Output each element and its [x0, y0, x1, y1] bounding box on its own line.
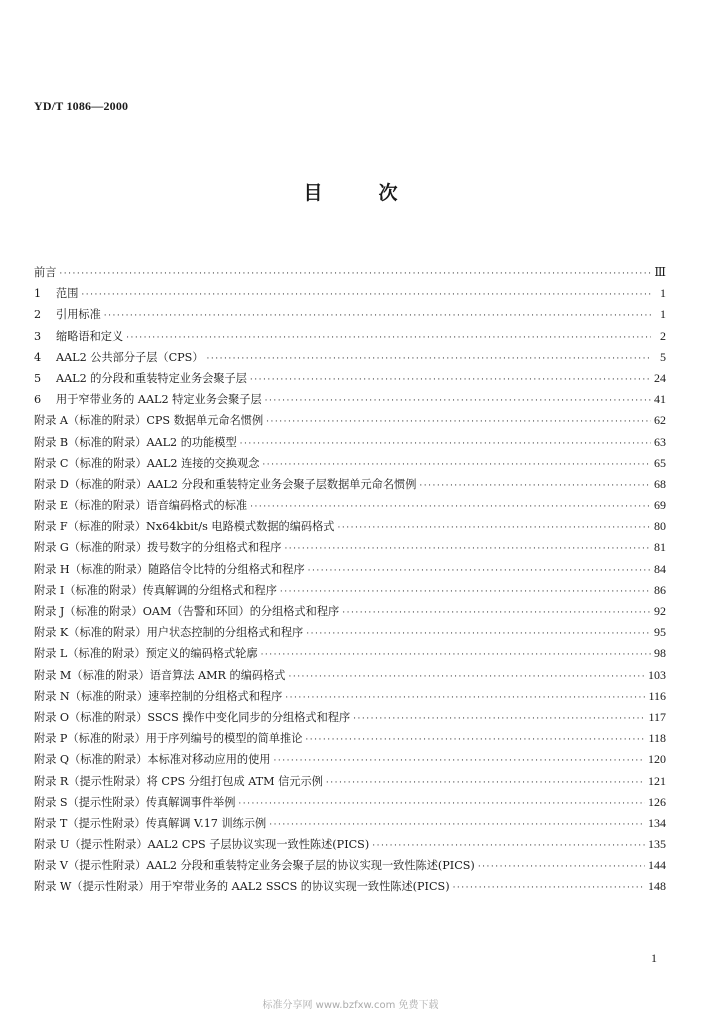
toc-entry-page: 86	[654, 582, 666, 597]
toc-entry-title: 附录 T（提示性附录）传真解调 V.17 训练示例	[34, 816, 267, 830]
toc-entry-label	[34, 410, 263, 431]
toc-entry[interactable]	[34, 516, 666, 537]
toc-entry[interactable]	[34, 410, 666, 431]
toc-entry-label	[34, 665, 285, 686]
toc-entry[interactable]	[34, 389, 666, 410]
toc-entry-label	[34, 876, 450, 897]
toc-entry-label	[34, 347, 204, 368]
toc-entry-label	[34, 601, 339, 622]
toc-dot-leader	[288, 667, 645, 688]
toc-entry[interactable]	[34, 643, 666, 664]
toc-entry-page: 68	[654, 476, 666, 491]
toc-entry-title: 附录 M（标准的附录）语音算法 AMR 的编码格式	[34, 668, 286, 682]
toc-entry[interactable]	[34, 686, 666, 707]
toc-dot-leader	[59, 264, 651, 285]
toc-entry-label	[34, 686, 282, 707]
toc-entry-page: 65	[654, 455, 666, 470]
toc-entry-page: 2	[660, 328, 666, 343]
toc-entry-page: 135	[648, 837, 666, 852]
toc-entry-number: 1	[34, 287, 42, 301]
toc-entry[interactable]	[34, 728, 666, 749]
toc-dot-leader	[419, 476, 651, 497]
toc-entry-label	[34, 326, 123, 347]
toc-entry[interactable]	[34, 665, 666, 686]
toc-entry-title: 附录 G（标准的附录）拨号数字的分组格式和程序	[34, 541, 282, 555]
toc-entry-title: 附录 A（标准的附录）CPS 数据单元命名惯例	[34, 414, 264, 428]
watermark-text: 标准分享网 www.bzfxw.com 免费下载	[262, 1000, 439, 1011]
toc-entry-page: 41	[654, 392, 666, 407]
toc-title	[0, 178, 701, 205]
toc-entry-page: 63	[654, 434, 666, 449]
toc-entry-page: 5	[660, 349, 666, 364]
toc-entry[interactable]	[34, 813, 666, 834]
toc-entry-title: 附录 V（提示性附录）AAL2 分段和重装特定业务会聚子层的协议实现一致性陈述(PICS)	[34, 859, 475, 873]
toc-entry-label	[34, 580, 277, 601]
toc-entry-label	[34, 749, 270, 770]
toc-dot-leader	[207, 349, 651, 370]
toc-entry[interactable]	[34, 537, 666, 558]
toc-entry-title: 用于窄带业务的 AAL2 特定业务会聚子层	[56, 393, 262, 407]
toc-entry-page: 126	[648, 794, 666, 809]
toc-entry-title: 附录 Q（标准的附录）本标准对移动应用的使用	[34, 753, 271, 767]
page-number: 1	[651, 951, 657, 965]
toc-dot-leader	[250, 497, 651, 518]
toc-entry-title: 附录 L（标准的附录）预定义的编码格式轮廓	[34, 647, 258, 661]
toc-entry-page: 1	[660, 307, 666, 322]
toc-entry-title: 附录 S（提示性附录）传真解调事件举例	[34, 795, 236, 809]
toc-entry-number: 4	[34, 350, 42, 364]
toc-entry-title: 附录 R（提示性附录）将 CPS 分组打包成 ATM 信元示例	[34, 774, 323, 788]
toc-entry-number: 6	[34, 393, 42, 407]
toc-entry-page: 1	[660, 286, 666, 301]
toc-entry-title: AAL2 公共部分子层（CPS）	[56, 350, 204, 364]
toc-entry-title: 附录 O（标准的附录）SSCS 操作中变化同步的分组格式和程序	[34, 710, 351, 724]
toc-dot-leader	[453, 878, 645, 899]
toc-entry-title: 附录 U（提示性附录）AAL2 CPS 子层协议实现一致性陈述(PICS)	[34, 838, 370, 852]
toc-entry[interactable]	[34, 368, 666, 389]
toc-entry-title: 附录 P（标准的附录）用于序列编号的模型的简单推论	[34, 732, 303, 746]
toc-entry[interactable]	[34, 474, 666, 495]
toc-entry-title: 范围	[56, 287, 79, 301]
toc-dot-leader	[308, 561, 651, 582]
toc-entry-label	[34, 622, 303, 643]
toc-entry-label	[34, 855, 475, 876]
toc-entry-label	[34, 262, 56, 283]
toc-entry[interactable]	[34, 580, 666, 601]
toc-entry-page: 148	[648, 879, 666, 894]
toc-dot-leader	[238, 794, 645, 815]
toc-entry[interactable]	[34, 453, 666, 474]
toc-entry-page: 95	[654, 625, 666, 640]
document-code: YD/T 1086—2000	[34, 99, 129, 113]
toc-dot-leader	[104, 306, 651, 327]
toc-entry-page: 69	[654, 498, 666, 513]
toc-dot-leader	[266, 412, 651, 433]
toc-dot-leader	[306, 624, 651, 645]
toc-entry-page: 80	[654, 519, 666, 534]
toc-entry[interactable]	[34, 559, 666, 580]
toc-entry-page: 81	[654, 540, 666, 555]
toc-entry[interactable]	[34, 347, 666, 368]
toc-entry-label	[34, 537, 281, 558]
toc-dot-leader	[372, 836, 645, 857]
toc-entry-title: 附录 D（标准的附录）AAL2 分段和重装特定业务会聚子层数据单元命名惯例	[34, 477, 417, 491]
toc-entry[interactable]	[34, 262, 666, 283]
toc-entry[interactable]	[34, 495, 666, 516]
toc-entry-label	[34, 453, 259, 474]
toc-entry-title: 附录 N（标准的附录）速率控制的分组格式和程序	[34, 689, 283, 703]
toc-title-char-2: 次	[378, 182, 398, 204]
toc-dot-leader	[269, 815, 645, 836]
toc-entry-label	[34, 432, 237, 453]
toc-entry[interactable]	[34, 855, 666, 876]
toc-entry[interactable]	[34, 601, 666, 622]
toc-dot-leader	[273, 751, 645, 772]
toc-entry-number: 5	[34, 371, 42, 385]
toc-entry[interactable]	[34, 432, 666, 453]
toc-entry-label	[34, 559, 305, 580]
toc-entry-label	[34, 495, 247, 516]
toc-title-char-1: 目	[303, 182, 323, 204]
toc-entry-page: 120	[648, 752, 666, 767]
toc-dot-leader	[305, 730, 645, 751]
toc-entry-title: 附录 E（标准的附录）语音编码格式的标准	[34, 499, 248, 513]
toc-dot-leader	[342, 603, 651, 624]
toc-entry-page: 144	[648, 858, 666, 873]
toc-entry-title: 附录 W（提示性附录）用于窄带业务的 AAL2 SSCS 的协议实现一致性陈述(PICS)	[34, 880, 450, 894]
toc-entry[interactable]	[34, 304, 666, 325]
toc-entry-page: 98	[654, 646, 666, 661]
toc-entry-title: 前言	[34, 266, 57, 279]
toc-dot-leader	[284, 539, 651, 560]
toc-dot-leader	[326, 773, 645, 794]
toc-entry-label	[34, 792, 235, 813]
toc-entry-label	[34, 771, 323, 792]
toc-entry-title: 引用标准	[56, 308, 101, 322]
toc-entry[interactable]	[34, 283, 666, 304]
toc-dot-leader	[285, 688, 645, 709]
toc-dot-leader	[240, 434, 651, 455]
toc-entry[interactable]	[34, 749, 666, 770]
toc-entry-label	[34, 516, 335, 537]
toc-entry-page: 134	[648, 815, 666, 830]
toc-dot-leader	[261, 645, 651, 666]
toc-dot-leader	[262, 455, 651, 476]
toc-entry-page: 84	[654, 561, 666, 576]
toc-entry-page: 62	[654, 413, 666, 428]
toc-entry-label	[34, 283, 78, 304]
toc-entry-label	[34, 368, 247, 389]
toc-entry-label	[34, 834, 369, 855]
toc-entry[interactable]	[34, 876, 666, 897]
toc-dot-leader	[280, 582, 651, 603]
toc-entry-page: 103	[648, 667, 666, 682]
toc-entry-number: 2	[34, 308, 42, 322]
toc-entry-label	[34, 389, 262, 410]
toc-entry[interactable]	[34, 834, 666, 855]
toc-entry-title: 附录 J（标准的附录）OAM（告警和环回）的分组格式和程序	[34, 605, 340, 618]
toc-entry-title: 附录 H（标准的附录）随路信令比特的分组格式和程序	[34, 562, 305, 576]
toc-entry[interactable]	[34, 707, 666, 728]
toc-entry[interactable]	[34, 326, 666, 347]
toc-entry-page: 121	[648, 773, 666, 788]
toc-dot-leader	[265, 391, 651, 412]
toc-dot-leader	[338, 518, 652, 539]
toc-dot-leader	[81, 285, 651, 306]
toc-entry-title: 缩略语和定义	[56, 329, 124, 343]
toc-entry-page: 116	[648, 688, 666, 703]
toc-entry-page: 92	[654, 604, 666, 618]
toc-entry-label	[34, 707, 350, 728]
toc-dot-leader	[250, 370, 651, 391]
toc-entry-label	[34, 304, 101, 325]
toc-dot-leader	[353, 709, 645, 730]
toc-entry-page: 117	[648, 709, 666, 724]
toc-entry[interactable]	[34, 792, 666, 813]
toc-dot-leader	[478, 857, 645, 878]
toc-entry-number: 3	[34, 329, 42, 343]
toc-entry-title: 附录 B（标准的附录）AAL2 的功能模型	[34, 435, 237, 449]
toc-entry-page: 118	[648, 731, 666, 746]
toc-entry-label	[34, 474, 416, 495]
toc-entry-title: 附录 C（标准的附录）AAL2 连接的交换观念	[34, 456, 260, 470]
toc-entry-title: 附录 I（标准的附录）传真解调的分组格式和程序	[34, 583, 277, 597]
toc-entry-label	[34, 728, 302, 749]
toc-entry-title: 附录 K（标准的附录）用户状态控制的分组格式和程序	[34, 626, 304, 640]
toc-entry[interactable]	[34, 622, 666, 643]
toc-dot-leader	[126, 328, 651, 349]
toc-entry[interactable]	[34, 771, 666, 792]
toc-entry-page: Ⅲ	[654, 265, 666, 279]
toc-entry-label	[34, 813, 266, 834]
toc-entry-label	[34, 643, 258, 664]
toc-entry-title: AAL2 的分段和重装特定业务会聚子层	[56, 371, 247, 385]
toc-entry-title: 附录 F（标准的附录）Nx64kbit/s 电路模式数据的编码格式	[34, 520, 335, 534]
toc-entry-page: 24	[654, 370, 666, 385]
table-of-contents	[34, 262, 666, 898]
